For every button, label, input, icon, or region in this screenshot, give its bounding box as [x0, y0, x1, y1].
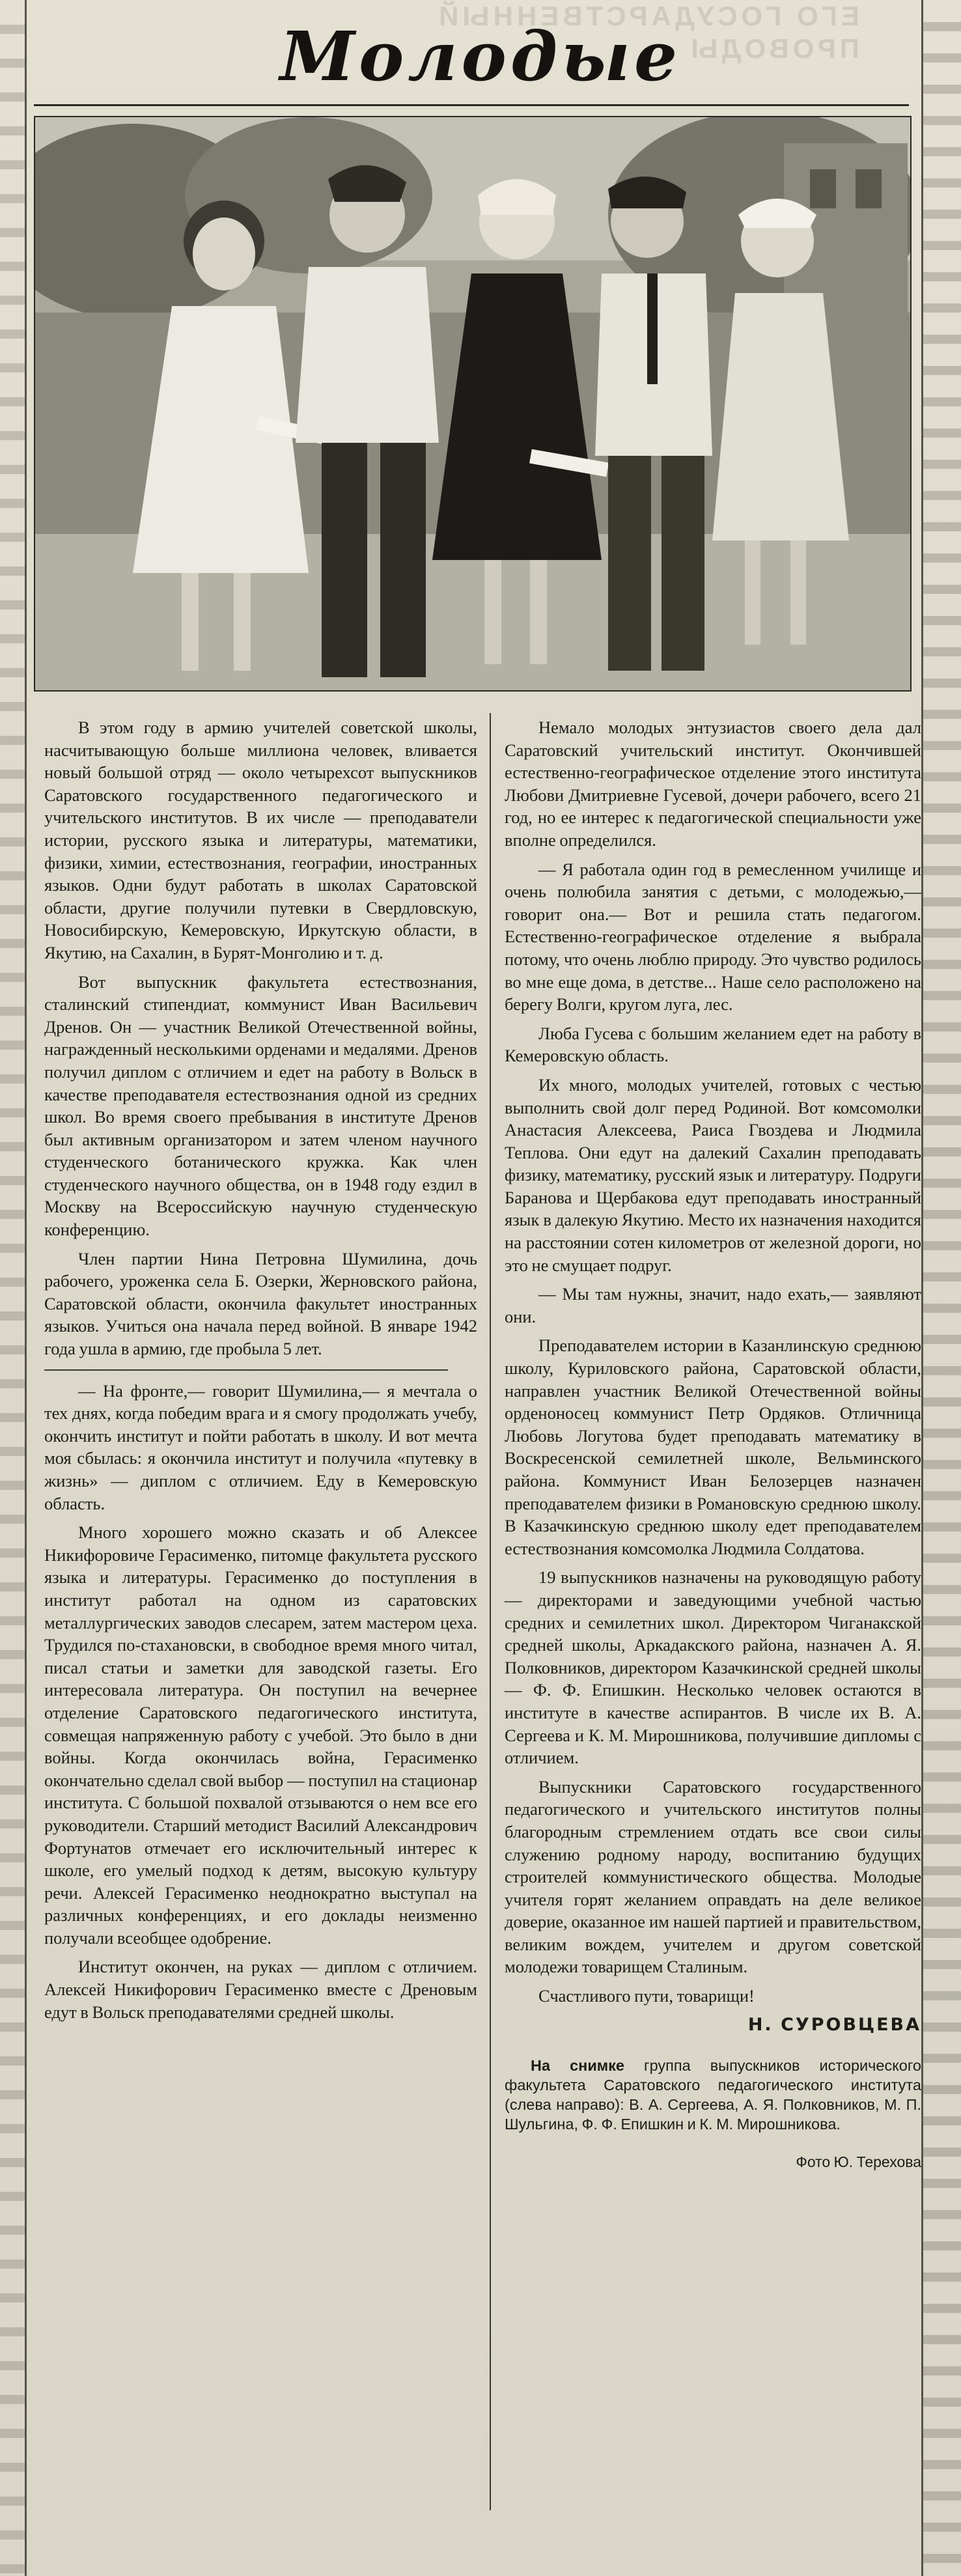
article-paragraph: Счастливого пути, товарищи! — [538, 1986, 755, 2006]
article-paragraph: Люба Гусева с большим желанием едет на работу в Кемеровскую область. — [505, 1023, 921, 1066]
article-headline: Молодые — [279, 16, 682, 96]
photo-caption — [505, 2056, 921, 2134]
column-divider — [490, 713, 491, 2510]
show-through-line: ПРОВОДЫ — [687, 33, 859, 64]
caption-lead: На снимке — [531, 2057, 624, 2075]
article-paragraph: Вот выпускник факультета естествознания, сталинский стипендиат, коммунист Иван Васильевич Дренов. Он — участник Великой Отечественной войны, награжденный несколькими орденами и медалями. Дренов получил диплом с отличием и едет на работу в Вольск в качестве преподавателя естествознания одной из средних школ. Во время своего пребывания в институте Дренов был активным организатором и затем членом научного студенческого ботанического кружка. Как член студенческого научного общества, он в 1948 году ездил в Москву на Всероссийскую научную студенческую конференцию. — [44, 972, 477, 1240]
article-paragraph: Преподавателем истории в Казанлинскую среднюю школу, Куриловского района, Саратовской области, направлен участник Великой Отечественной войны орденоносец коммунист Петр Ордяков. Отличница Любовь Логутова будет преподавать математику в Воскресенской семилетней школе, Вельминского района. Коммунист Иван Белозерцев назначен преподавателем физики в Романовскую среднюю школу. В Казачкинскую среднюю школу едет преподавателем естествознания комсомолка Людмила Солдатова. — [505, 1336, 921, 1558]
paragraph-separator — [44, 1369, 448, 1371]
author-signature: Н. СУРОВЦЕВА — [747, 2014, 921, 2035]
article-paragraph: — Мы там нужны, значит, надо ехать,— заявляют они. — [505, 1284, 921, 1326]
article-paragraph: Немало молодых энтузиастов своего дела дал Саратовский учительский институт. Окончившей естественно-географическое отделение этого института Любови Дмитриевне Гусевой, дочери рабочего, всего 21 год, но ее интерес к педагогической специальности уже вполне определился. — [505, 718, 921, 850]
article-paragraph: 19 выпускников назначены на руководящую работу — директорами и заведующими учебной частью средних и семилетних школ. Директором Чиганакской средней школы, Аркадакского района, назначен А. Я. Полковников, директором Казачкинской средней школы — Ф. Ф. Епишкин. Несколько человек остаются в институте в качестве аспирантов. В числе их В. А. Сергеева и К. М. Мирошникова, получившие дипломы с отличием. — [505, 1567, 921, 1768]
article-paragraph: Их много, молодых учителей, готовых с честью выполнить свой долг перед Родиной. Вот комсомолки Анастасия Алексеева, Раиса Гвоздева и Людмила Теплова. Они едут на далекий Сахалин преподавать физику, математику, русский язык и литературу. Подруги Баранова и Щербакова едут преподавать иностранный язык в далекую Якутию. Место их назначения находится на расстоянии сотен километров от железной дороги, но это не смущает подруг. — [505, 1074, 921, 1275]
headline-rule — [34, 104, 909, 106]
article-paragraph: Член партии Нина Петровна Шумилина, дочь рабочего, уроженка села Б. Озерки, Жерновского района, Саратовской области, окончила факультет иностранных языков. Учиться она начала перед войной. В январе 1942 года ушла в армию, где пробыла 5 лет. — [44, 1248, 477, 1359]
article-column-left — [44, 716, 477, 2487]
caption-text: группа выпускников исторического факультета Саратовского педагогического института (слева направо): В. А. Сергеева, А. Я. Полковников, М. П. Шульгина, Ф. Ф. Епишкин и К. М. Мирошникова. — [505, 2057, 921, 2133]
show-through-line: ЕГО ГОСУДАРСТВЕННЫЙ — [435, 1, 859, 31]
photo-credit: Фото Ю. Терехова — [796, 2153, 921, 2171]
article-column-right — [505, 716, 921, 2500]
article-paragraph: В этом году в армию учителей советской школы, насчитывающую больше миллиона человек, вливается новый большой отряд — около четырехсот выпускников Саратовского государственного педагогического и учительского институтов. В их числе — преподаватели истории, русского языка и литературы, математики, физики, химии, естествознания, географии, иностранных языков. Одни будут работать в школах Саратовской области, другие получили путевки в Свердловскую, Новосибирскую, Кемеровскую, Иркутскую области, в Якутию, на Сахалин, в Бурят-Монголию и т. д. — [44, 718, 477, 962]
adjacent-page-left-edge — [0, 0, 27, 2576]
article-paragraph: Институт окончен, на руках — диплом с отличием. Алексей Никифорович Герасименко вместе с Дреновым едут в Вольск преподавателями средней школы. — [44, 1957, 477, 2022]
adjacent-page-right-edge — [921, 0, 961, 2576]
article-paragraph: — Я работала один год в ремесленном училище и очень полюбила занятия с детьми, с молодежью,— говорит она.— Вот и решила стать педагогом. Естественно-географическое отделение я выбрала потому, что очень люблю природу. Это чувство родилось во мне еще дома, в детстве... Наше село расположено на берегу Волги, кругом луга, лес. — [505, 859, 921, 1015]
group-photo-illustration — [35, 117, 910, 690]
article-paragraph: Много хорошего можно сказать и об Алексее Никифоровиче Герасименко, питомце факультета русского языка и литературы. Герасименко до поступления в институт работал на одном из саратовских металлургических заводов слесарем, затем мастером цеха. Трудился по-стахановски, в свободное время много читал, писал статьи и заметки для заводской газеты. Его интересовала литература. Он поступил на вечернее отделение Саратовского педагогического института, совмещая напряженную работу с учебой. Это было в дни войны. Когда окончилась война, Герасименко окончательно сделал свой выбор — поступил на стационар института. С большой похвалой отзываются о нем все его руководители. Старший методист Василий Александрович Фортунатов отмечает его исключительный интерес к школе, его умелый подход к детям, высокую культуру речи. Алексей Герасименко неоднократно выступал на различных конференциях, и его доклады неизменно получали всеобщее одобрение. — [44, 1522, 477, 1948]
group-photo — [34, 116, 912, 692]
article-paragraph: — На фронте,— говорит Шумилина,— я мечтала о тех днях, когда победим врага и я смогу продолжать учебу, окончить институт и пойти работать в школу. И вот мечта моя сбылась: я окончила институт и получила «путевку в жизнь» — диплом с отличием. Еду в Кемеровскую область. — [44, 1380, 477, 1513]
article-paragraph: Выпускники Саратовского государственного педагогического и учительского институтов полны благородным стремлением отдать все свои силы служению родному народу, воспитанию будущих строителей коммунистического общества. Молодые учителя горят желанием оправдать на деле великое доверие, оказанное им нашей партией и правительством, великим вождем, учителем и другом советской молодежи товарищем Сталиным. — [505, 1776, 921, 1977]
